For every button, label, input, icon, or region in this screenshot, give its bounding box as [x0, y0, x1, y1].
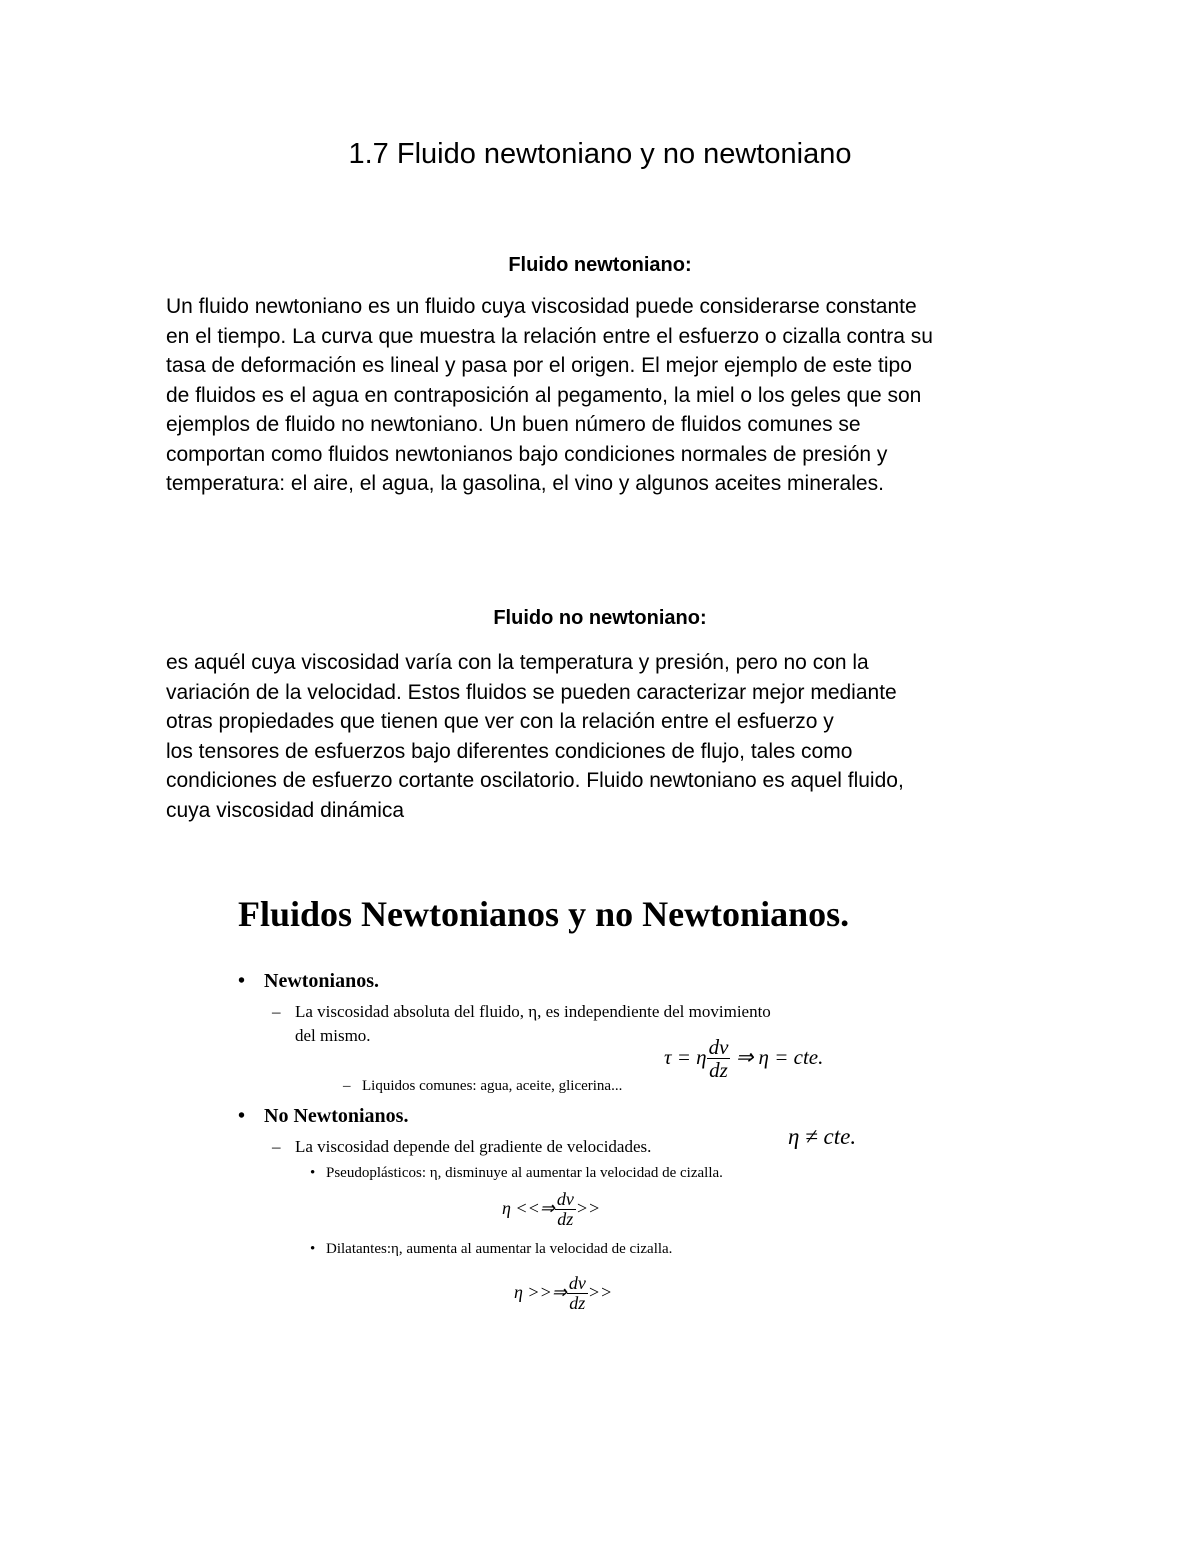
- fraction-numerator: dv: [568, 1273, 586, 1293]
- paragraph-newtonian: [166, 292, 1066, 499]
- paragraph-line: ejemplos de fluido no newtoniano. Un buen número de fluidos comunes se: [166, 413, 861, 436]
- paragraph-non-newtonian: [166, 648, 1066, 825]
- paragraph-line: en el tiempo. La curva que muestra la relación entre el esfuerzo o cizalla contra su: [166, 324, 933, 348]
- newtonian-heading: Newtonianos.: [264, 970, 380, 992]
- page-title: 1.7 Fluido newtoniano y no newtoniano: [348, 138, 852, 170]
- bullet-icon: •: [238, 1105, 246, 1127]
- equation-part: >>: [575, 1197, 601, 1218]
- fraction-numerator: dv: [708, 1035, 729, 1059]
- equation-dilatant: [514, 1274, 612, 1314]
- paragraph-line: Un fluido newtoniano es un fluido cuya viscosidad puede considerarse constante: [166, 295, 917, 318]
- newtonian-subitem: Liquidos comunes: agua, aceite, glicerina...: [362, 1078, 623, 1094]
- equation-part: η <<⇒: [502, 1197, 555, 1218]
- fraction-numerator: dv: [556, 1189, 574, 1209]
- fraction: [707, 1036, 731, 1082]
- fraction-denominator: dz: [569, 1292, 586, 1313]
- equation-part: τ = η: [664, 1044, 707, 1069]
- bullet-icon: •: [310, 1241, 316, 1257]
- non-newtonian-heading: No Newtonianos.: [264, 1105, 409, 1127]
- fraction-denominator: dz: [709, 1058, 728, 1083]
- figure-title: Fluidos Newtonianos y no Newtonianos.: [238, 894, 850, 934]
- paragraph-line: de fluidos es el agua en contraposición al pegamento, la miel o los geles que son: [166, 383, 922, 407]
- equation-newtonian: [664, 1036, 823, 1082]
- newtonian-item-line: La viscosidad absoluta del fluido, η, es independiente del movimiento: [295, 1002, 771, 1021]
- fraction: [567, 1274, 588, 1314]
- equation-part: η >>⇒: [514, 1281, 567, 1302]
- bullet-icon: •: [310, 1165, 316, 1181]
- paragraph-line: condiciones de esfuerzo cortante oscilatorio. Fluido newtoniano es aquel fluido,: [166, 769, 904, 792]
- paragraph-line: tasa de deformación es lineal y pasa por el origen. El mejor ejemplo de este tipo: [166, 354, 912, 377]
- pseudoplastic-item: Pseudoplásticos: η, disminuye al aumentar la velocidad de cizalla.: [326, 1165, 723, 1181]
- paragraph-line: otras propiedades que tienen que ver con la relación entre el esfuerzo y: [166, 710, 834, 733]
- newtonian-item-line: del mismo.: [295, 1026, 371, 1045]
- paragraph-line: comportan como fluidos newtonianos bajo condiciones normales de presión y: [166, 442, 888, 466]
- section-heading-newtonian: Fluido newtoniano:: [508, 254, 692, 276]
- non-newtonian-item: La viscosidad depende del gradiente de velocidades.: [295, 1137, 652, 1156]
- paragraph-line: cuya viscosidad dinámica: [166, 798, 405, 822]
- equation-pseudoplastic: [502, 1190, 600, 1230]
- dash-icon: –: [272, 1137, 281, 1156]
- equation-non-newtonian: η ≠ cte.: [788, 1124, 857, 1149]
- paragraph-line: temperatura: el aire, el agua, la gasolina, el vino y algunos aceites minerales.: [166, 472, 884, 495]
- dash-icon: –: [343, 1078, 351, 1094]
- fraction-denominator: dz: [557, 1208, 574, 1229]
- equation-part: ⇒ η = cte.: [735, 1044, 824, 1069]
- paragraph-line: los tensores de esfuerzos bajo diferentes condiciones de flujo, tales como: [166, 739, 853, 763]
- paragraph-line: variación de la velocidad. Estos fluidos se pueden caracterizar mejor mediante: [166, 680, 897, 704]
- dilatant-item: Dilatantes:η, aumenta al aumentar la velocidad de cizalla.: [326, 1241, 673, 1257]
- section-heading-non-newtonian: Fluido no newtoniano:: [493, 607, 707, 629]
- dash-icon: –: [272, 1002, 281, 1021]
- equation-part: >>: [587, 1281, 613, 1302]
- bullet-icon: •: [238, 970, 246, 992]
- fraction: [555, 1190, 576, 1230]
- paragraph-line: es aquél cuya viscosidad varía con la temperatura y presión, pero no con la: [166, 651, 869, 674]
